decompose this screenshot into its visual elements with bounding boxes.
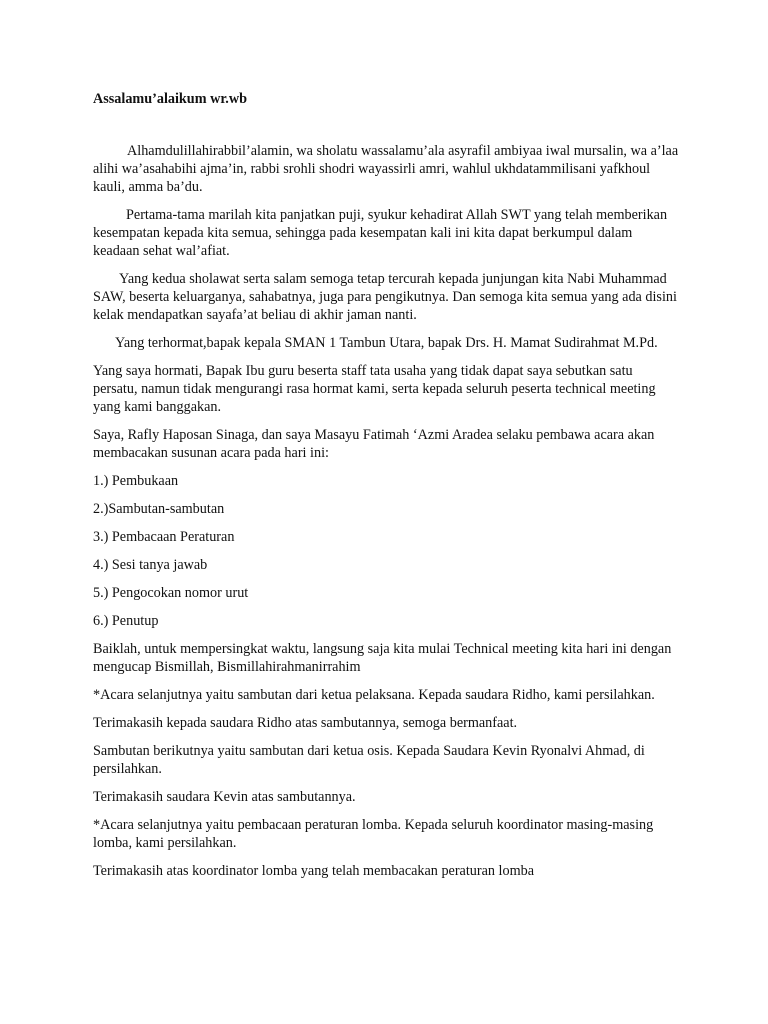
agenda-item: 4.) Sesi tanya jawab [93, 557, 208, 573]
thanks-ridho-paragraph: Terimakasih kepada saudara Ridho atas sambutannya, semoga bermanfaat. [93, 715, 518, 731]
agenda-item: 3.) Pembacaan Peraturan [93, 529, 235, 545]
thanks-coordinator-paragraph: Terimakasih atas koordinator lomba yang telah membacakan peraturan lomba [93, 863, 535, 879]
sholawat-paragraph: Yang kedua sholawat serta salam semoga tetap tercurah kepada junjungan kita Nabi Muhammad SAW, beserta keluarganya, sahabatnya, juga para pengikutnya. Dan semoga kita semua yang ada disini kelak mendapatkan sayafa’at beliau di akhir jaman nanti. [93, 271, 677, 323]
honored-guest-paragraph: Yang terhormat,bapak kepala SMAN 1 Tambun Utara, bapak Drs. H. Mamat Sudirahmat M.Pd. [115, 335, 658, 351]
document-body [93, 90, 680, 890]
opening-remark-paragraph: Baiklah, untuk mempersingkat waktu, langsung saja kita mulai Technical meeting kita hari ini dengan mengucap Bismillah, Bismillahirahmanirrahim [93, 641, 672, 675]
osis-speech-paragraph: Sambutan berikutnya yaitu sambutan dari ketua osis. Kepada Saudara Kevin Ryonalvi Ahmad, di persilahkan. [93, 743, 645, 777]
gratitude-paragraph: Pertama-tama marilah kita panjatkan puji, syukur kehadirat Allah SWT yang telah memberikan kesempatan kepada kita semua, sehingga pada kesempatan kali ini kita dapat berkumpul dalam keadaan sehat wal’afiat. [93, 207, 668, 259]
agenda-item: 5.) Pengocokan nomor urut [93, 585, 249, 601]
mc-introduction-paragraph: Saya, Rafly Haposan Sinaga, dan saya Masayu Fatimah ‘Azmi Aradea selaku pembawa acara akan membacakan susunan acara pada hari ini: [93, 427, 655, 461]
rules-reading-paragraph: *Acara selanjutnya yaitu pembacaan peraturan lomba. Kepada seluruh koordinator masing-masing lomba, kami persilahkan. [93, 817, 654, 851]
agenda-item: 2.)Sambutan-sambutan [93, 501, 225, 517]
respected-audience-paragraph: Yang saya hormati, Bapak Ibu guru beserta staff tata usaha yang tidak dapat saya sebutkan satu persatu, namun tidak mengurangi rasa hormat kami, serta kepada seluruh peserta technical meeting yang kami banggakan. [93, 363, 656, 415]
agenda-item: 1.) Pembukaan [93, 473, 179, 489]
greeting-title: Assalamu’alaikum wr.wb [93, 91, 247, 107]
opening-paragraph: Alhamdulillahirabbil’alamin, wa sholatu wassalamu’ala asyrafil ambiyaa iwal mursalin, wa a’laa alihi wa’asahabihi ajma’in, rabbi srohli shodri wayassirli amri, wahlul ukhdatammilisani yafkhoul kauli, amma ba’du. [93, 143, 679, 195]
thanks-kevin-paragraph: Terimakasih saudara Kevin atas sambutannya. [93, 789, 356, 805]
chair-speech-paragraph: *Acara selanjutnya yaitu sambutan dari ketua pelaksana. Kepada saudara Ridho, kami persilahkan. [93, 687, 655, 703]
agenda-item: 6.) Penutup [93, 613, 159, 629]
